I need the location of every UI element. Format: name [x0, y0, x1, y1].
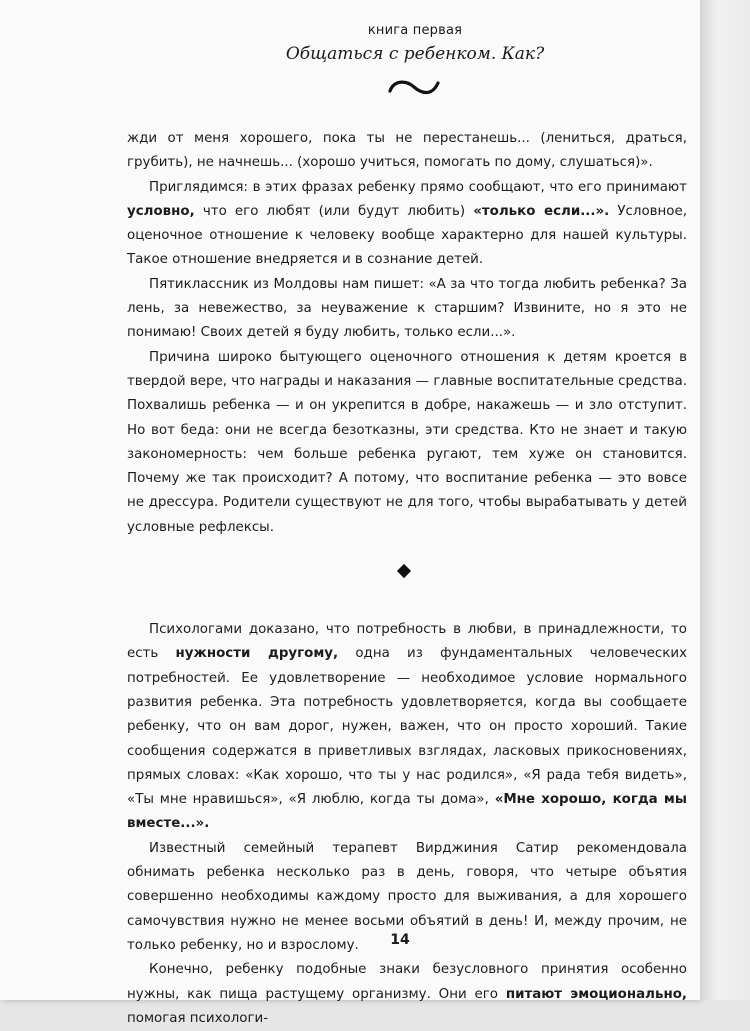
page-number: 14 [390, 932, 410, 948]
body-text [127, 127, 687, 1031]
paragraph: Приглядимся: в этих фразах ребенку прямо сообщают, что его принимают условно, что его любят (или будут любить) «только если...». Условное, оценочное отношение к человеку вообще характерно для нашей культуры. Такое отношение внедряется и в сознание детей. [127, 179, 687, 268]
running-header [0, 22, 750, 66]
paragraph: Известный семейный терапевт Вирджиния Сатир рекомендовала обнимать ребенка несколько раз в день, говоря, что четыре объятия совершенно необходимы каждому просто для выживания, а для хорошего самочувствия нужно не менее восьми объятий в день! И, между прочим, не только ребенку, но и взрослому. [127, 840, 687, 953]
bold-term: «Мне хорошо, когда мы вместе...». [127, 792, 687, 832]
diamond-icon [397, 564, 411, 578]
paragraph: Конечно, ребенку подобные знаки безусловного принятия особенно нужны, как пища растущему организму. Они его питают эмоционально, помогая психологи- [127, 962, 687, 1026]
paragraph: Психологами доказано, что потребность в любви, в принадлежности, то есть нужности другому, одна из фундаментальных человеческих потребностей. Ее удовлетворение — необходимое условие нормального развития ребенка. Эта потребность удовлетворяется, когда вы сообщаете ребенку, что он вам дорог, нужен, важен, что он просто хороший. Такие сообщения содержатся в приветливых взглядах, ласковых прикосновениях, прямых словах: «Как хорошо, что ты у нас родился», «Я рада тебя видеть», «Ты мне нравишься», «Я люблю, когда ты дома», «Мне хорошо, когда мы вместе...». [127, 622, 687, 832]
bold-term: нужности другому, [175, 646, 339, 662]
swash-ornament-icon [384, 76, 444, 98]
bold-term: «только если...». [473, 203, 610, 219]
book-label: книга первая [367, 23, 463, 38]
paragraph: жди от меня хорошего, пока ты не перестанешь... (лениться, драться, грубить), не начнешь... (хорошо учиться, помогать по дому, слушаться)». [127, 131, 687, 171]
paragraph: Пятиклассник из Молдовы нам пишет: «А за что тогда любить ребенка? За лень, за невежество, за неуважение к старшим? Извините, но я это не понимаю! Своих детей я буду любить, только если...». [127, 276, 687, 341]
section-divider [127, 540, 687, 618]
paragraph: Причина широко бытующего оценочного отношения к детям кроется в твердой вере, что награды и наказания — главные воспитательные средства. Похвалишь ребенка — и он укрепится в добре, накажешь — и зло отступит. Но вот беда: они не всегда безотказны, эти средства. Кто не знает и такую закономерность: чем больше ребенка ругают, тем хуже он становится. Почему же так происходит? А потому, что воспитание ребенка — это вовсе не дрессура. Родители существуют не для того, чтобы вырабатывать у детей условные рефлексы. [127, 349, 687, 535]
chapter-title: Общаться с ребенком. Как? [285, 44, 545, 64]
bold-term: условно, [127, 203, 195, 219]
bold-term: питают эмоционально, [505, 986, 687, 1002]
page-edge [700, 0, 750, 1000]
